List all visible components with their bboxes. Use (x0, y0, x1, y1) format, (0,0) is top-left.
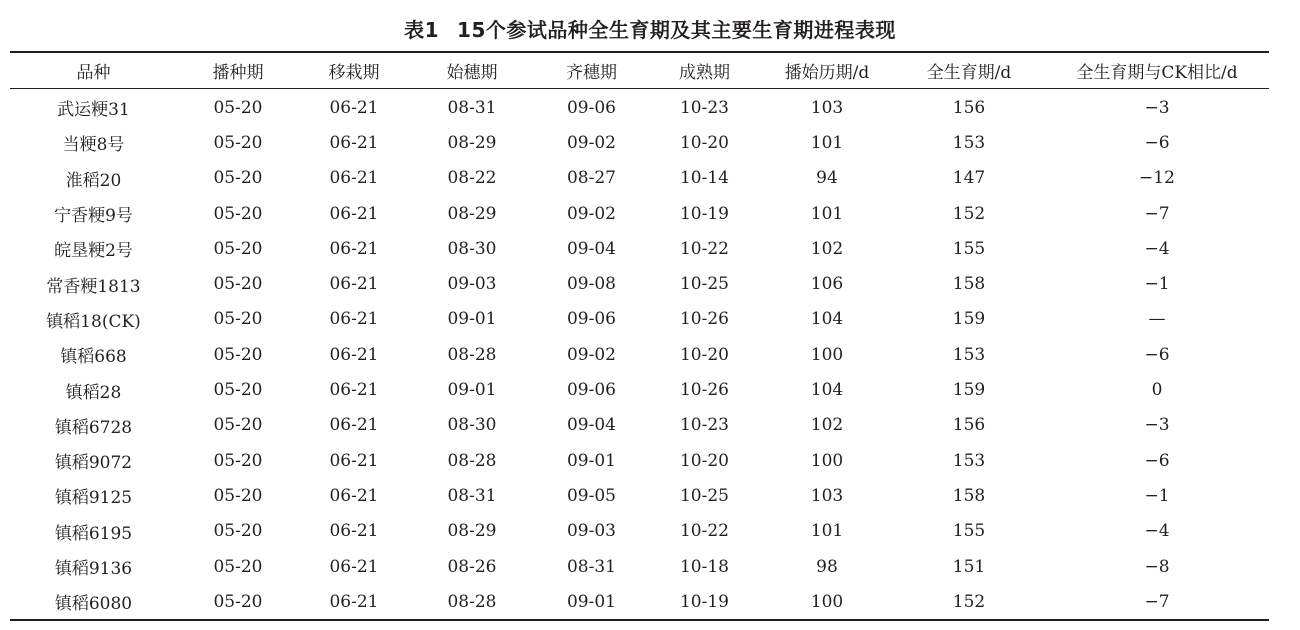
cell-growth-period-days: 159 (952, 380, 986, 401)
cell-diff-vs-ck-days: — (1148, 309, 1166, 330)
cell-variety: 镇稻9136 (54, 559, 133, 579)
table-row (10, 231, 1269, 266)
cell-variety: 武运粳31 (57, 100, 130, 121)
cell-sowing-date: 05-20 (213, 132, 263, 153)
cell-transplant-date: 06-21 (329, 556, 379, 577)
column-header-transplant-date: 移栽期 (328, 63, 380, 83)
cell-variety: 皖垦粳2号 (54, 241, 133, 262)
cell-sowing-to-heading-days: 104 (810, 380, 844, 401)
cell-sowing-date: 05-20 (213, 556, 263, 577)
cell-maturity-date: 10-20 (679, 450, 729, 471)
cell-maturity-date: 10-25 (679, 485, 729, 506)
cell-sowing-date: 05-20 (213, 168, 263, 189)
cell-diff-vs-ck-days: −6 (1144, 450, 1170, 471)
cell-sowing-to-heading-days: 101 (810, 203, 844, 224)
cell-diff-vs-ck-days: −4 (1144, 521, 1170, 542)
cell-diff-vs-ck-days: −8 (1144, 556, 1170, 577)
cell-full-heading: 09-01 (566, 450, 616, 471)
cell-sowing-date: 05-20 (213, 380, 263, 401)
cell-diff-vs-ck-days: −6 (1144, 132, 1170, 153)
table-row (10, 161, 1269, 196)
cell-growth-period-days: 155 (952, 521, 986, 542)
cell-growth-period-days: 152 (952, 203, 986, 224)
table-row (10, 125, 1269, 160)
column-header-variety: 品种 (76, 63, 111, 83)
cell-growth-period-days: 153 (952, 132, 986, 153)
cell-variety: 镇稻668 (60, 347, 127, 368)
cell-diff-vs-ck-days: −1 (1144, 485, 1170, 506)
column-header-full-heading: 齐穗期 (566, 63, 617, 83)
cell-transplant-date: 06-21 (329, 309, 379, 330)
cell-sowing-to-heading-days: 106 (810, 274, 844, 295)
cell-heading-start: 08-31 (447, 485, 497, 506)
cell-diff-vs-ck-days: −3 (1144, 415, 1170, 436)
cell-maturity-date: 10-23 (679, 97, 729, 118)
cell-sowing-date: 05-20 (213, 203, 263, 224)
cell-maturity-date: 10-23 (679, 415, 729, 436)
cell-sowing-date: 05-20 (213, 415, 263, 436)
cell-full-heading: 08-27 (566, 168, 616, 189)
cell-full-heading: 09-04 (566, 415, 616, 436)
cell-sowing-to-heading-days: 101 (810, 132, 844, 153)
cell-full-heading: 09-06 (566, 97, 616, 118)
cell-variety: 镇稻9072 (54, 453, 133, 474)
cell-diff-vs-ck-days: −1 (1144, 274, 1170, 295)
table-row (10, 443, 1269, 478)
cell-sowing-date: 05-20 (213, 591, 263, 612)
cell-heading-start: 09-01 (447, 309, 497, 330)
cell-transplant-date: 06-21 (329, 380, 379, 401)
cell-transplant-date: 06-21 (329, 168, 379, 189)
column-header-sowing-date: 播种期 (212, 63, 264, 83)
table-row (10, 266, 1269, 301)
table-row (10, 478, 1269, 513)
cell-growth-period-days: 153 (952, 344, 986, 365)
cell-variety: 当粳8号 (62, 135, 125, 156)
cell-maturity-date: 10-26 (679, 309, 729, 330)
cell-maturity-date: 10-18 (679, 556, 729, 577)
cell-variety: 淮稻20 (65, 170, 122, 191)
cell-maturity-date: 10-25 (679, 274, 729, 295)
table-row (10, 584, 1269, 619)
cell-sowing-to-heading-days: 103 (810, 485, 844, 506)
cell-heading-start: 08-29 (447, 521, 497, 542)
cell-sowing-to-heading-days: 101 (810, 521, 844, 542)
cell-heading-start: 08-22 (447, 168, 497, 189)
cell-transplant-date: 06-21 (329, 450, 379, 471)
column-header-sowing-to-heading-days: 播始历期/d (784, 63, 870, 83)
cell-growth-period-days: 158 (952, 485, 986, 506)
table-row (10, 514, 1269, 549)
cell-transplant-date: 06-21 (329, 591, 379, 612)
cell-maturity-date: 10-20 (679, 344, 729, 365)
cell-growth-period-days: 151 (952, 556, 986, 577)
cell-full-heading: 09-02 (566, 132, 616, 153)
cell-sowing-date: 05-20 (213, 450, 263, 471)
cell-sowing-date: 05-20 (213, 274, 263, 295)
cell-growth-period-days: 153 (952, 450, 986, 471)
cell-full-heading: 09-04 (566, 238, 616, 259)
table-row (10, 88, 1269, 125)
cell-full-heading: 09-02 (566, 203, 616, 224)
cell-diff-vs-ck-days: −7 (1144, 591, 1170, 612)
table-caption (0, 14, 1300, 43)
cell-heading-start: 08-29 (447, 203, 497, 224)
cell-diff-vs-ck-days: −6 (1144, 344, 1170, 365)
table-row (10, 337, 1269, 372)
cell-sowing-date: 05-20 (213, 344, 263, 365)
cell-variety: 宁香粳9号 (54, 206, 133, 227)
table-row (10, 408, 1269, 443)
cell-diff-vs-ck-days: −4 (1144, 238, 1170, 259)
cell-full-heading: 09-06 (566, 309, 616, 330)
cell-full-heading: 09-08 (566, 274, 616, 295)
cell-heading-start: 08-28 (447, 344, 497, 365)
column-header-maturity-date: 成熟期 (679, 63, 730, 83)
cell-diff-vs-ck-days: −3 (1144, 97, 1170, 118)
cell-maturity-date: 10-20 (679, 132, 729, 153)
table-body (10, 88, 1269, 619)
cell-sowing-to-heading-days: 100 (810, 450, 844, 471)
cell-diff-vs-ck-days: −12 (1139, 168, 1175, 189)
cell-sowing-to-heading-days: 98 (816, 556, 838, 577)
cell-variety: 常香粳1813 (46, 276, 141, 297)
cell-sowing-to-heading-days: 100 (810, 344, 844, 365)
cell-maturity-date: 10-26 (679, 380, 729, 401)
cell-variety: 镇稻6728 (54, 417, 133, 438)
column-header-diff-vs-ck-days: 全生育期与CK相比/d (1076, 63, 1238, 83)
cell-transplant-date: 06-21 (329, 203, 379, 224)
cell-variety: 镇稻28 (65, 382, 122, 403)
cell-variety: 镇稻18(CK) (46, 311, 141, 332)
cell-maturity-date: 10-22 (679, 521, 729, 542)
table-row (10, 372, 1269, 407)
cell-sowing-date: 05-20 (213, 309, 263, 330)
cell-full-heading: 09-05 (566, 485, 616, 506)
column-header-heading-start: 始穗期 (446, 63, 498, 83)
cell-full-heading: 08-31 (566, 556, 616, 577)
cell-maturity-date: 10-14 (679, 168, 729, 189)
cell-transplant-date: 06-21 (329, 238, 379, 259)
cell-maturity-date: 10-19 (679, 203, 729, 224)
cell-heading-start: 08-29 (447, 132, 497, 153)
cell-transplant-date: 06-21 (329, 344, 379, 365)
cell-heading-start: 08-28 (447, 591, 497, 612)
cell-growth-period-days: 152 (952, 591, 986, 612)
cell-heading-start: 08-30 (447, 238, 497, 259)
cell-transplant-date: 06-21 (329, 274, 379, 295)
cell-maturity-date: 10-19 (679, 591, 729, 612)
cell-sowing-date: 05-20 (213, 521, 263, 542)
cell-transplant-date: 06-21 (329, 415, 379, 436)
cell-sowing-date: 05-20 (213, 238, 263, 259)
cell-heading-start: 08-31 (447, 97, 497, 118)
cell-heading-start: 08-30 (447, 415, 497, 436)
header-row (10, 53, 1269, 88)
cell-full-heading: 09-02 (566, 344, 616, 365)
growth-period-table (10, 53, 1269, 619)
cell-transplant-date: 06-21 (329, 485, 379, 506)
cell-variety: 镇稻6195 (54, 523, 133, 544)
cell-full-heading: 09-01 (566, 591, 616, 612)
cell-variety: 镇稻6080 (54, 594, 133, 615)
cell-transplant-date: 06-21 (329, 521, 379, 542)
cell-heading-start: 09-01 (447, 380, 497, 401)
cell-diff-vs-ck-days: 0 (1151, 380, 1163, 401)
cell-full-heading: 09-06 (566, 380, 616, 401)
column-header-growth-period-days: 全生育期/d (926, 63, 1012, 83)
cell-transplant-date: 06-21 (329, 132, 379, 153)
table-row (10, 302, 1269, 337)
cell-growth-period-days: 155 (952, 238, 986, 259)
cell-growth-period-days: 147 (952, 168, 986, 189)
cell-sowing-to-heading-days: 104 (810, 309, 844, 330)
cell-heading-start: 09-03 (447, 274, 497, 295)
cell-diff-vs-ck-days: −7 (1144, 203, 1170, 224)
table-row (10, 196, 1269, 231)
cell-sowing-to-heading-days: 94 (816, 168, 838, 189)
cell-maturity-date: 10-22 (679, 238, 729, 259)
cell-transplant-date: 06-21 (329, 97, 379, 118)
cell-growth-period-days: 156 (952, 415, 986, 436)
cell-full-heading: 09-03 (566, 521, 616, 542)
cell-growth-period-days: 159 (952, 309, 986, 330)
table-number: 表1 (404, 18, 440, 42)
table-title: 15个参试品种全生育期及其主要生育期进程表现 (457, 18, 896, 42)
cell-sowing-to-heading-days: 103 (810, 97, 844, 118)
cell-growth-period-days: 158 (952, 274, 986, 295)
cell-sowing-to-heading-days: 102 (810, 238, 844, 259)
cell-sowing-to-heading-days: 100 (810, 591, 844, 612)
cell-growth-period-days: 156 (952, 97, 986, 118)
cell-sowing-date: 05-20 (213, 97, 263, 118)
cell-sowing-date: 05-20 (213, 485, 263, 506)
cell-heading-start: 08-28 (447, 450, 497, 471)
table-row (10, 549, 1269, 584)
cell-sowing-to-heading-days: 102 (810, 415, 844, 436)
cell-heading-start: 08-26 (447, 556, 497, 577)
cell-variety: 镇稻9125 (54, 488, 133, 509)
